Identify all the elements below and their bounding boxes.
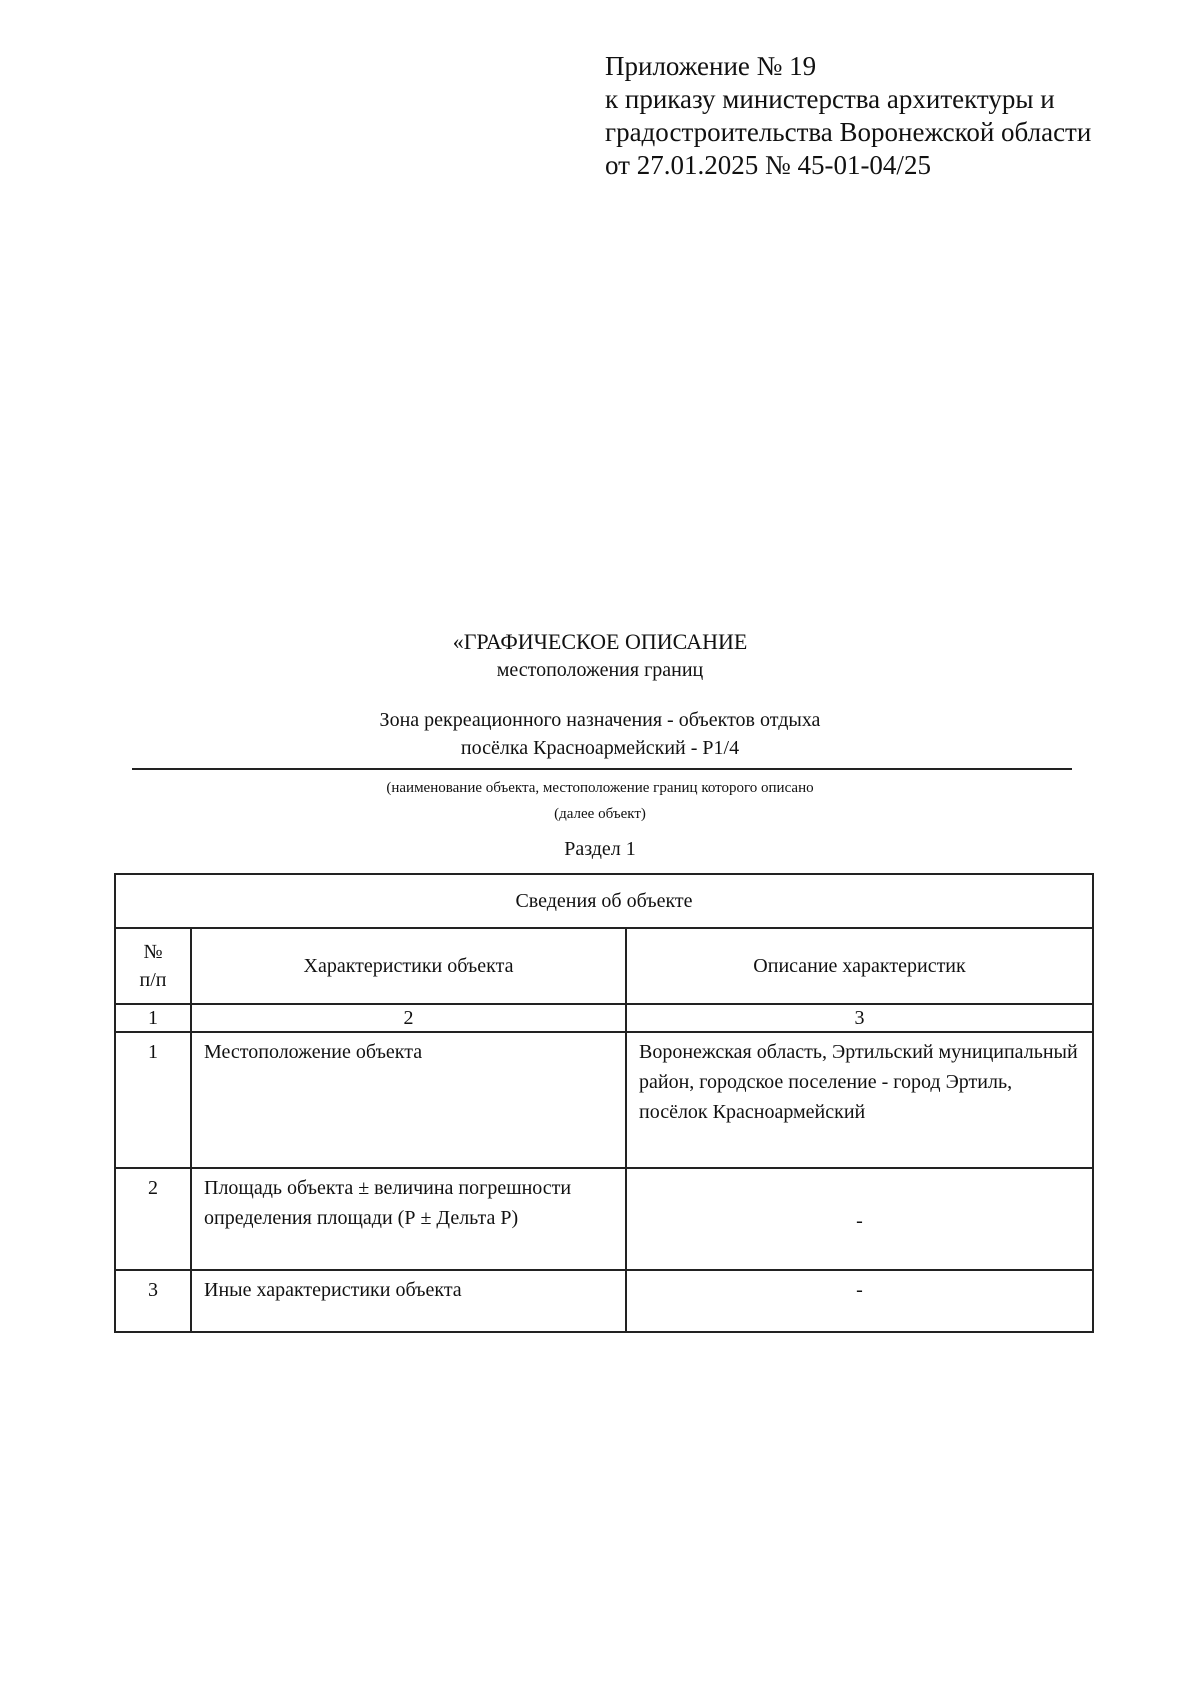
appendix-ministry-line: градостроительства Воронежской области (605, 117, 1092, 147)
appendix-date-line: от 27.01.2025 № 45-01-04/25 (605, 150, 931, 180)
title-sub: местоположения границ (496, 659, 704, 681)
object-info-table (114, 873, 1094, 1333)
row-number: 1 (115, 1032, 191, 1168)
header-number-symbol: № (143, 941, 163, 963)
index-cell: 3 (626, 1004, 1093, 1032)
object-caption (0, 775, 1200, 827)
table-row (115, 1032, 1093, 1168)
appendix-number: Приложение № 19 (605, 51, 817, 81)
index-cell: 1 (115, 1004, 191, 1032)
row-characteristic: Площадь объекта ± величина погрешности определения площади (Р ± Дельта Р) (191, 1168, 626, 1270)
appendix-order-line: к приказу министерства архитектуры и (605, 84, 1055, 114)
title-main: «ГРАФИЧЕСКОЕ ОПИСАНИЕ (452, 629, 748, 654)
table-row (115, 1168, 1093, 1270)
table-caption: Сведения об объекте (115, 874, 1093, 928)
object-name-line-1: Зона рекреационного назначения - объектов отдыха (379, 709, 821, 731)
row-number: 2 (115, 1168, 191, 1270)
object-caption-line-1: (наименование объекта, местоположение границ которого описано (386, 780, 814, 796)
table-header-row (115, 928, 1093, 1004)
row-description: Воронежская область, Эртильский муниципальный район, городское поселение - город Эртиль, посёлок Красноармейский (626, 1032, 1093, 1168)
header-number-abbr: п/п (139, 969, 167, 991)
table-caption-row (115, 874, 1093, 928)
appendix-header (605, 50, 1165, 182)
object-name-underline (132, 768, 1072, 770)
object-name (0, 706, 1200, 762)
row-characteristic: Иные характеристики объекта (191, 1270, 626, 1332)
row-description: - (626, 1168, 1093, 1270)
index-cell: 2 (191, 1004, 626, 1032)
header-description: Описание характеристик (626, 928, 1093, 1004)
object-name-line-2: посёлка Красноармейский - Р1/4 (460, 737, 740, 759)
table-index-row (115, 1004, 1093, 1032)
row-number: 3 (115, 1270, 191, 1332)
row-characteristic: Местоположение объекта (191, 1032, 626, 1168)
row-description: - (626, 1270, 1093, 1332)
object-caption-line-2: (далее объект) (554, 806, 646, 822)
header-number (115, 928, 191, 1004)
section-title: Раздел 1 (564, 838, 636, 860)
header-characteristics: Характеристики объекта (191, 928, 626, 1004)
document-title (0, 628, 1200, 684)
table-row (115, 1270, 1093, 1332)
